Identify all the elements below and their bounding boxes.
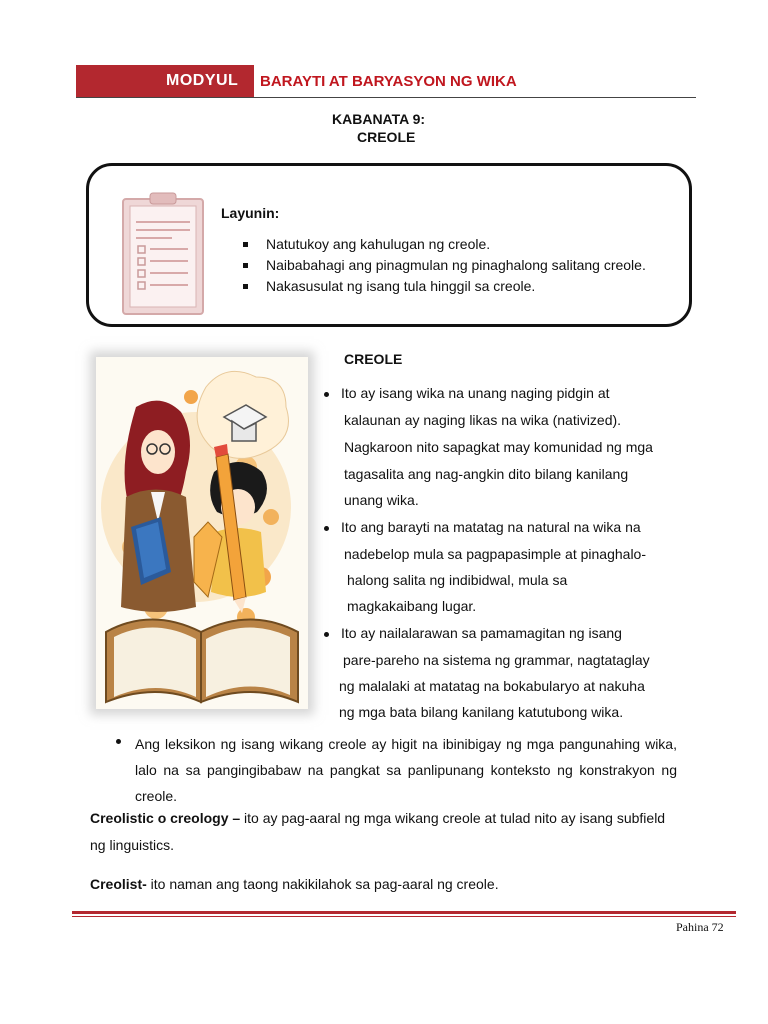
creolist-text: ito naman ang taong nakikilahok sa pag-aaral ng creole. bbox=[146, 876, 499, 892]
module-title: BARAYTI AT BARYASYON NG WIKA bbox=[260, 73, 517, 90]
bullet-2-line: halong salita ng indibidwal, mula sa bbox=[347, 572, 568, 588]
objective-item: Nakasusulat ng isang tula hinggil sa creole. bbox=[243, 278, 646, 299]
bullet-dot bbox=[324, 392, 329, 397]
bullet-dot bbox=[324, 632, 329, 637]
creolistic-term: Creolistic o creology – bbox=[90, 810, 241, 826]
bullet-1-line: tagasalita ang nag-angkin dito bilang kanilang bbox=[344, 466, 629, 482]
module-header-band bbox=[76, 65, 254, 97]
module-label: MODYUL bbox=[166, 72, 239, 89]
bullet-3-line: ng mga bata bilang kanilang katutubong wika. bbox=[339, 704, 624, 720]
bullet-3-line: Ito ay nailalarawan sa pamamagitan ng isang bbox=[341, 625, 622, 641]
creolistic-text: ito ay pag-aaral ng mga wikang creole at tulad nito ay isang subfield ng linguistics. bbox=[90, 810, 666, 853]
lexicon-paragraph: Ang leksikon ng isang wikang creole ay higit na ibinibigay ng mga pangunahing wika, lalo na sa pangingibabaw na pangkat sa panlipunang konteksto ng konstrakyon ng creole. bbox=[135, 736, 677, 804]
bullet-2-line: nadebelop mula sa pagpapasimple at pinaghalo- bbox=[344, 546, 646, 562]
objective-item: Naibabahagi ang pinagmulan ng pinaghalong salitang creole. bbox=[243, 257, 646, 278]
students-reading-illustration bbox=[96, 357, 308, 709]
clipboard-icon bbox=[122, 192, 204, 316]
page-number: Pahina 72 bbox=[676, 920, 724, 934]
footer-divider-thin bbox=[72, 916, 736, 917]
bullet-2-line: Ito ang barayti na matatag na natural na wika na bbox=[341, 519, 641, 535]
creolistic-definition bbox=[90, 805, 670, 859]
objectives-list bbox=[243, 236, 646, 299]
creolist-term: Creolist- bbox=[90, 876, 147, 892]
bullet-1-line: kalaunan ay naging likas na wika (nativized). bbox=[344, 412, 622, 428]
chapter-name: CREOLE bbox=[357, 129, 416, 145]
bullet-dot bbox=[116, 739, 121, 744]
chapter-number: KABANATA 9: bbox=[332, 111, 426, 127]
footer-divider bbox=[72, 911, 736, 914]
bullet-1-line: unang wika. bbox=[344, 492, 419, 508]
bullet-dot bbox=[324, 526, 329, 531]
bullet-2-line: magkakaibang lugar. bbox=[347, 598, 477, 614]
bullet-1-line: Nagkaroon nito sapagkat may komunidad ng mga bbox=[344, 439, 653, 455]
objectives-heading: Layunin: bbox=[221, 205, 280, 221]
bullet-3-line: ng malalaki at matatag na bokabularyo at nakuha bbox=[339, 678, 645, 694]
creolist-definition bbox=[90, 871, 670, 898]
objective-item: Natutukoy ang kahulugan ng creole. bbox=[243, 236, 646, 257]
chapter-title bbox=[332, 110, 425, 146]
bullet-3-line: pare-pareho na sistema ng grammar, nagtataglay bbox=[343, 652, 650, 668]
section-heading: CREOLE bbox=[344, 351, 403, 367]
header-divider bbox=[76, 97, 696, 98]
bullet-1-line: Ito ay isang wika na unang naging pidgin at bbox=[341, 385, 610, 401]
